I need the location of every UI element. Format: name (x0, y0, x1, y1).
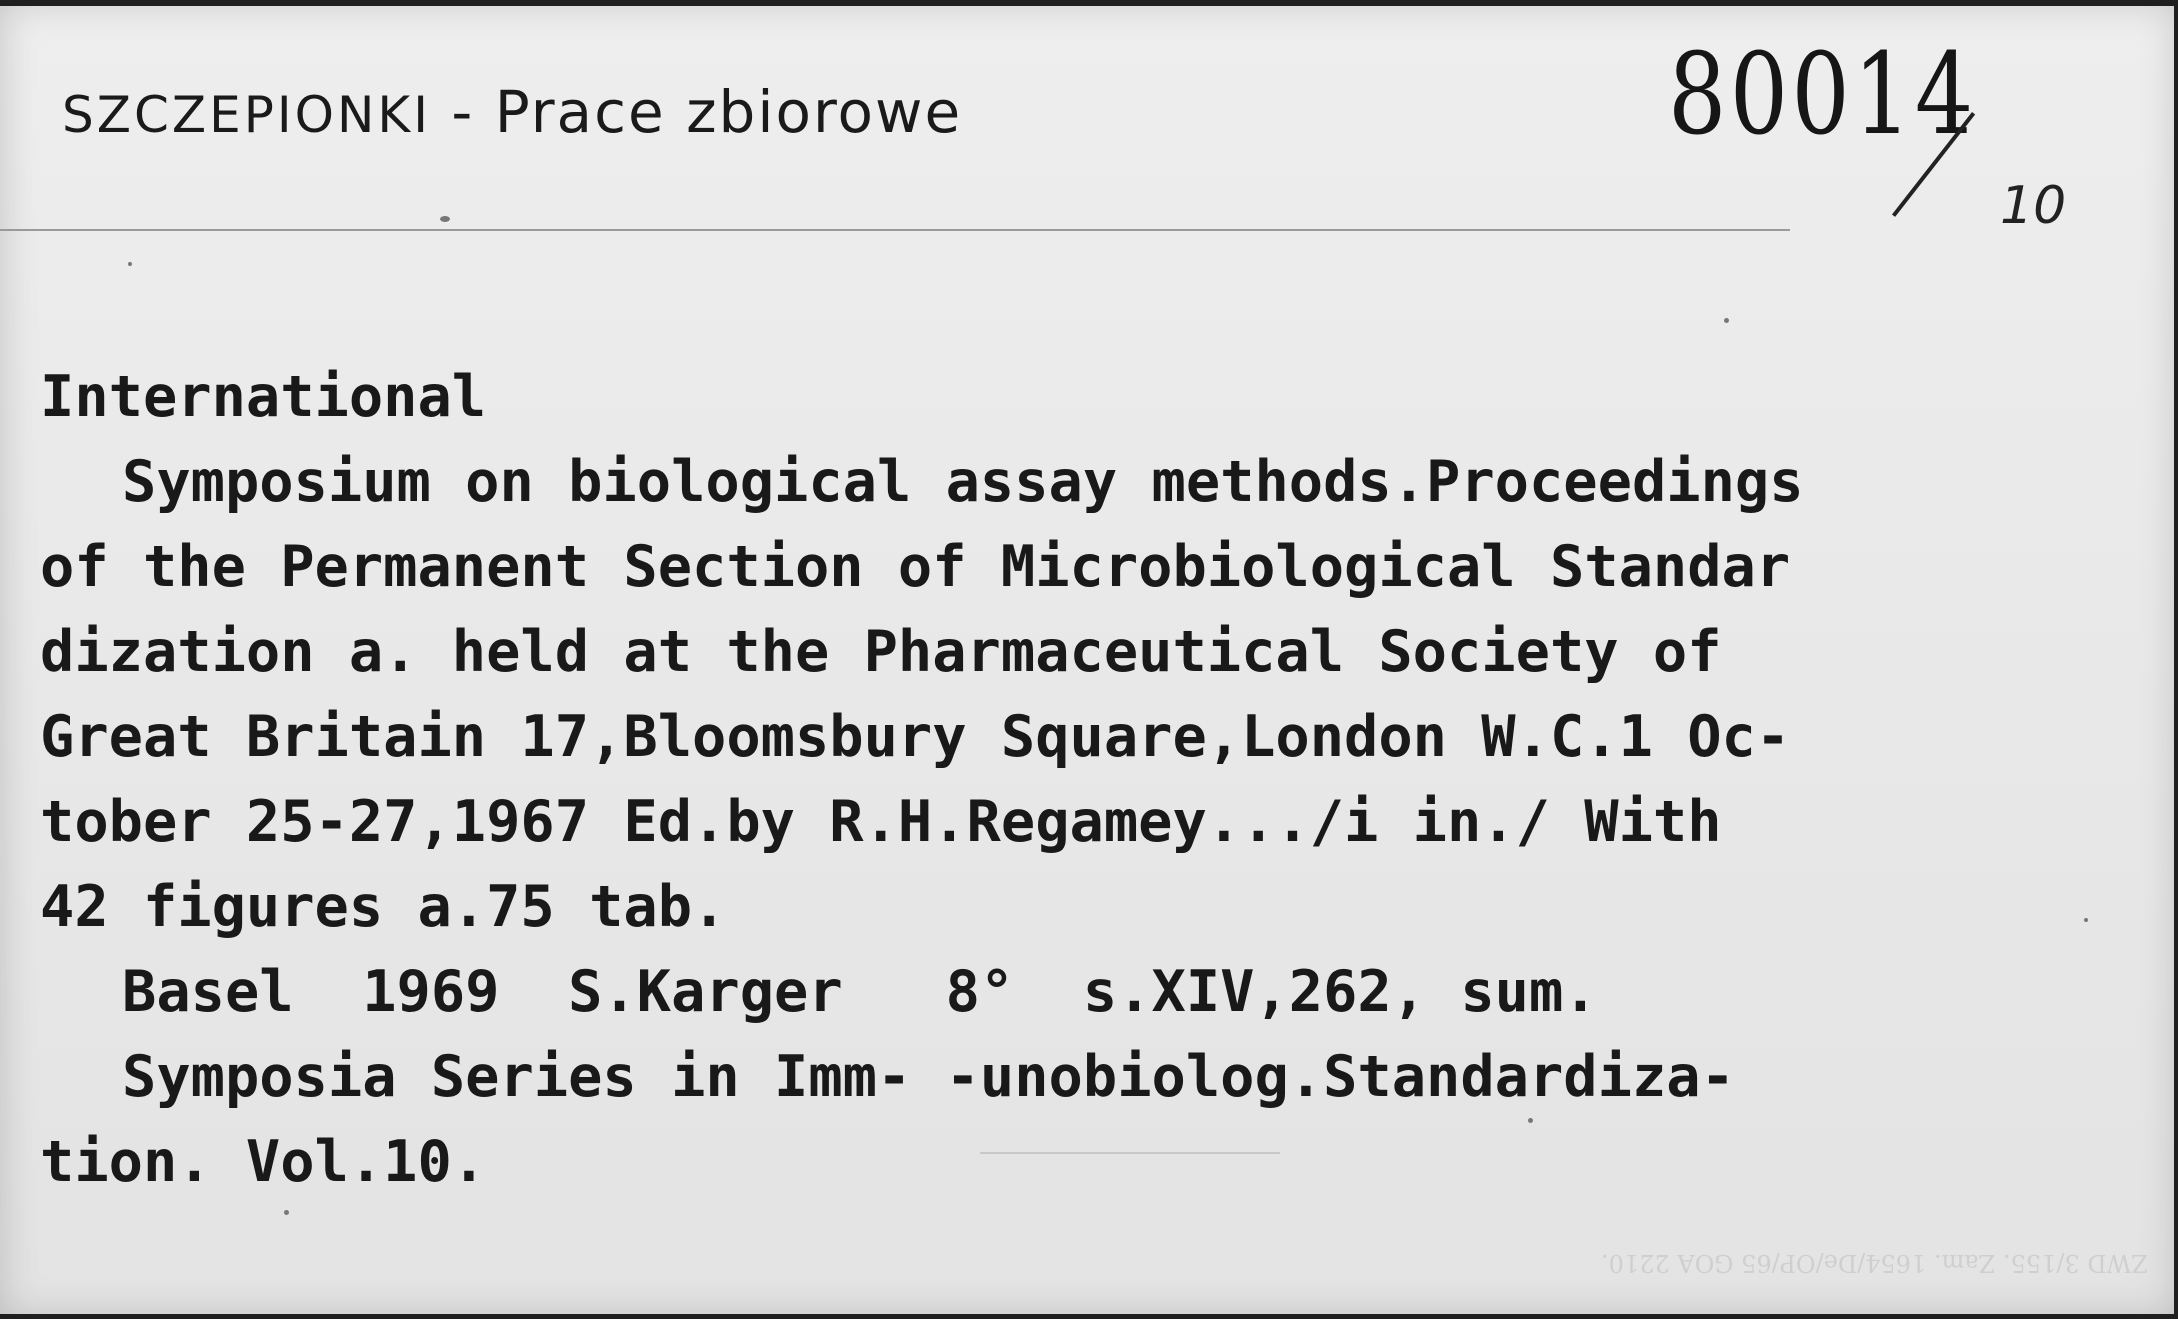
card-top-edge (0, 0, 2178, 6)
description-line-author: International (40, 364, 487, 430)
call-number: 80014 (1668, 30, 1977, 160)
description-line: of the Permanent Section of Microbiological Standar (40, 534, 1791, 600)
description-line-series: Symposia Series in Imm- -unobiolog.Standardiza- (122, 1044, 1735, 1110)
dust-speck (128, 262, 132, 266)
description-line-title: Symposium on biological assay methods.Proceedings (122, 449, 1804, 515)
description-line-series: tion. Vol.10. (40, 1129, 487, 1195)
dust-speck (1724, 318, 1729, 323)
description-line: tober 25-27,1967 Ed.by R.H.Regamey.../i in./ With (40, 789, 1722, 855)
description-line: dization a. held at the Pharmaceutical Society of (40, 619, 1722, 685)
subject-heading (62, 78, 962, 146)
dust-speck (2084, 918, 2088, 922)
dust-speck (1528, 1118, 1533, 1123)
card-bottom-edge (0, 1314, 2178, 1319)
dust-speck (440, 216, 450, 222)
description-line: 42 figures a.75 tab. (40, 874, 727, 940)
faint-rule (980, 1152, 1280, 1154)
call-number-subnumber: 10 (2000, 176, 2067, 236)
description-line: Great Britain 17,Bloomsbury Square,London W.C.1 Oc- (40, 704, 1791, 770)
printer-imprint: ZWD 3/155. Zam. 1654/De/OP/65 GOA 2210. (1601, 1249, 2148, 1277)
dust-speck (284, 1210, 289, 1215)
description-line-imprint: Basel 1969 S.Karger 8° s.XIV,262, sum. (122, 959, 1598, 1025)
subject-heading-main: SZCZEPIONKI (62, 86, 431, 144)
heading-divider (0, 229, 1790, 231)
card-right-edge (2174, 0, 2178, 1319)
subject-heading-subdivision: - Prace zbiorowe (430, 78, 963, 146)
bibliographic-description (40, 355, 2170, 1205)
